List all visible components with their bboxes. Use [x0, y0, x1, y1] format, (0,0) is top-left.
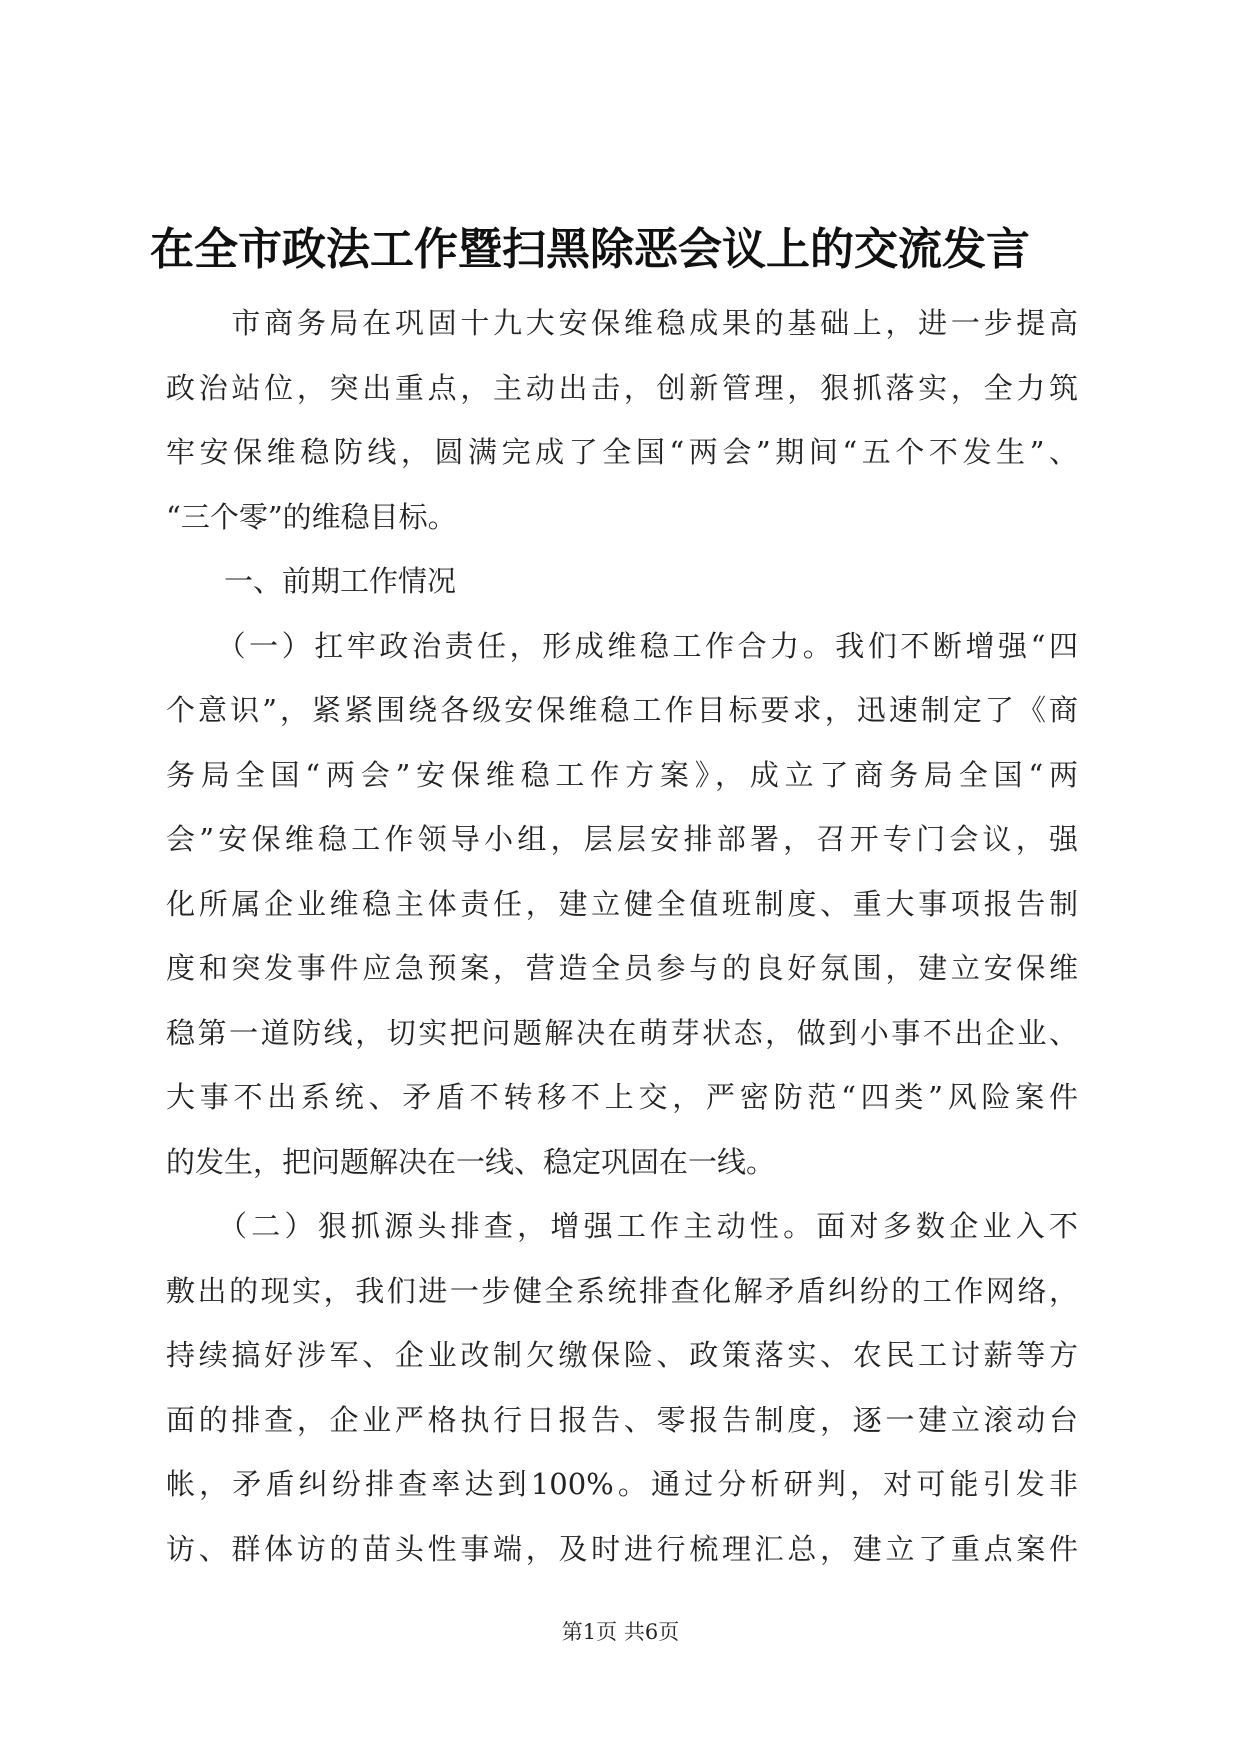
- text-line: （二）狠抓源头排查，增强工作主动性。面对多数企业入不: [166, 1209, 1078, 1243]
- text-line: 帐，矛盾纠纷排查率达到100%。通过分析研判，对可能引发非: [166, 1467, 1078, 1501]
- text-line: 会”安保维稳工作领导小组，层层安排部署，召开专门会议，强: [166, 822, 1078, 856]
- text-line: 持续搞好涉军、企业改制欠缴保险、政策落实、农民工讨薪等方: [166, 1338, 1078, 1372]
- text-line: 度和突发事件应急预案，营造全员参与的良好氛围，建立安保维: [166, 951, 1078, 985]
- text-line: 化所属企业维稳主体责任，建立健全值班制度、重大事项报告制: [166, 886, 1078, 921]
- text-line: 政治站位，突出重点，主动出击，创新管理，狠抓落实，全力筑: [166, 370, 1078, 405]
- text-line: “三个零”的维稳目标。: [166, 499, 457, 534]
- text-line: 的发生，把问题解决在一线、稳定巩固在一线。: [166, 1144, 776, 1179]
- text-line: 牢安保维稳防线，圆满完成了全国“两会”期间“五个不发生”、: [166, 435, 1078, 469]
- text-line: 访、群体访的苗头性事端，及时进行梳理汇总，建立了重点案件: [166, 1531, 1078, 1566]
- page-footer: 第1页 共6页: [561, 1620, 680, 1644]
- document-body: [166, 291, 1078, 1581]
- document-title: 在全市政法工作暨扫黑除恶会议上的交流发言: [150, 224, 1030, 275]
- section-heading: 一、前期工作情况: [166, 564, 457, 598]
- text-line: 务局全国“两会”安保维稳工作方案》，成立了商务局全国“两: [166, 757, 1078, 792]
- text-line: （一）扛牢政治责任，形成维稳工作合力。我们不断增强“四: [166, 628, 1078, 663]
- text-line: 市商务局在巩固十九大安保维稳成果的基础上，进一步提高: [166, 306, 1078, 340]
- text-line: 敷出的现实，我们进一步健全系统排查化解矛盾纠纷的工作网络，: [166, 1273, 1078, 1308]
- text-line: 面的排查，企业严格执行日报告、零报告制度，逐一建立滚动台: [166, 1402, 1078, 1437]
- text-line: 稳第一道防线，切实把问题解决在萌芽状态，做到小事不出企业、: [166, 1015, 1078, 1050]
- text-line: 大事不出系统、矛盾不转移不上交，严密防范“四类”风险案件: [166, 1080, 1078, 1114]
- text-line: 个意识”，紧紧围绕各级安保维稳工作目标要求，迅速制定了《商: [166, 693, 1078, 727]
